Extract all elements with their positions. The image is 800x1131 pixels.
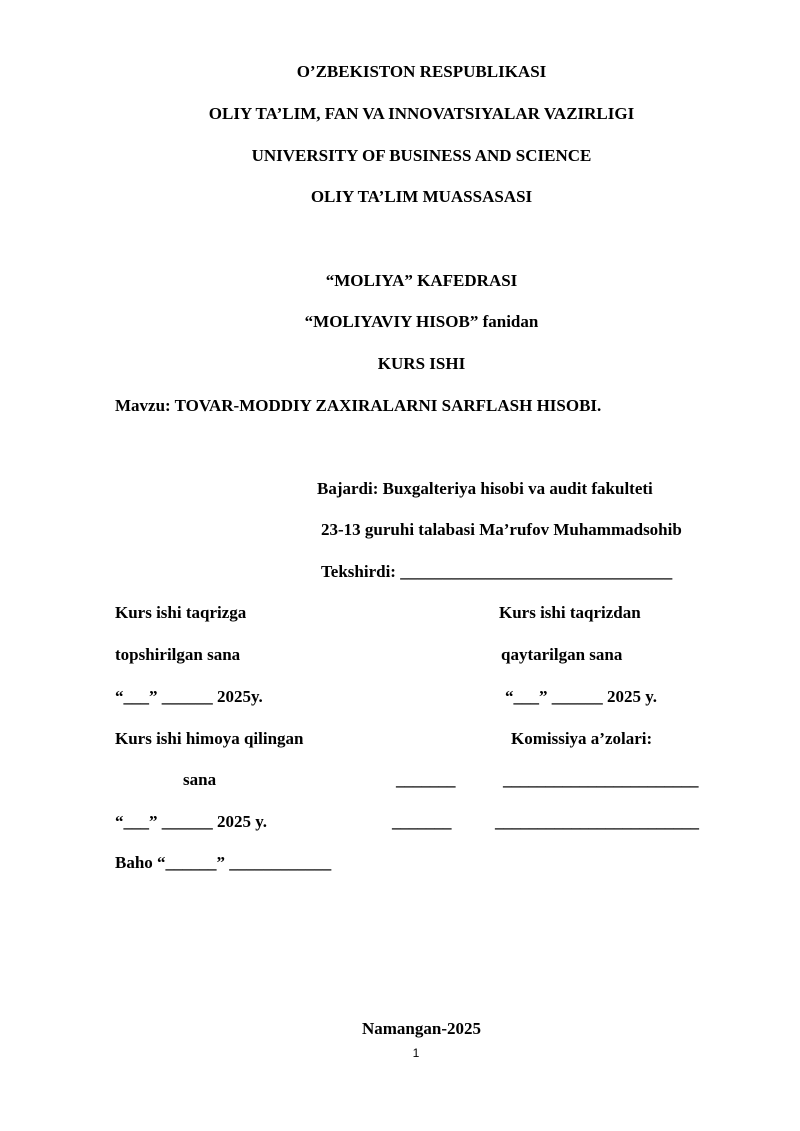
reviewer-line: Tekshirdi: ________________________________: [321, 562, 673, 581]
document-type-title: KURS ISHI: [377, 354, 466, 373]
subject-title: “MOLIYAVIY HISOB” fanidan: [304, 312, 539, 331]
committee-signature-short-1: _______: [396, 770, 456, 789]
committee-label: Komissiya a’zolari:: [511, 729, 653, 748]
review-returned-label-1: Kurs ishi taqrizdan: [499, 603, 641, 622]
author-group-line: 23-13 guruhi talabasi Ma’rufov Muhammadsohib: [321, 520, 682, 539]
defense-date: “___” ______ 2025 y.: [115, 812, 268, 831]
header-line-institution: OLIY TA’LIM MUASSASASI: [310, 187, 533, 206]
topic-line: Mavzu: TOVAR-MODDIY ZAXIRALARNI SARFLASH HISOBI.: [115, 396, 602, 415]
review-submitted-label-2: topshirilgan sana: [115, 645, 241, 664]
committee-signature-long-2: ________________________: [495, 812, 699, 831]
committee-signature-long-1: _______________________: [503, 770, 699, 789]
place-year: Namangan-2025: [361, 1019, 481, 1038]
page-number: 1: [412, 1046, 420, 1060]
review-returned-label-2: qaytarilgan sana: [501, 645, 623, 664]
review-returned-date: “___” ______ 2025 y.: [505, 687, 658, 706]
header-line-country: O’ZBEKISTON RESPUBLIKASI: [296, 62, 547, 81]
review-submitted-date: “___” ______ 2025y.: [115, 687, 263, 706]
department-title: “MOLIYA” KAFEDRASI: [325, 271, 518, 290]
review-submitted-label-1: Kurs ishi taqrizga: [115, 603, 247, 622]
grade-line: Baho “______” ____________: [115, 853, 332, 872]
header-line-ministry: OLIY TA’LIM, FAN VA INNOVATSIYALAR VAZIRLIGI: [208, 104, 635, 123]
defense-label-2: sana: [183, 770, 217, 789]
defense-label-1: Kurs ishi himoya qilingan: [115, 729, 304, 748]
author-faculty-line: Bajardi: Buxgalteriya hisobi va audit fakulteti: [317, 479, 653, 498]
committee-signature-short-2: _______: [392, 812, 452, 831]
header-line-university: UNIVERSITY OF BUSINESS AND SCIENCE: [251, 146, 592, 165]
